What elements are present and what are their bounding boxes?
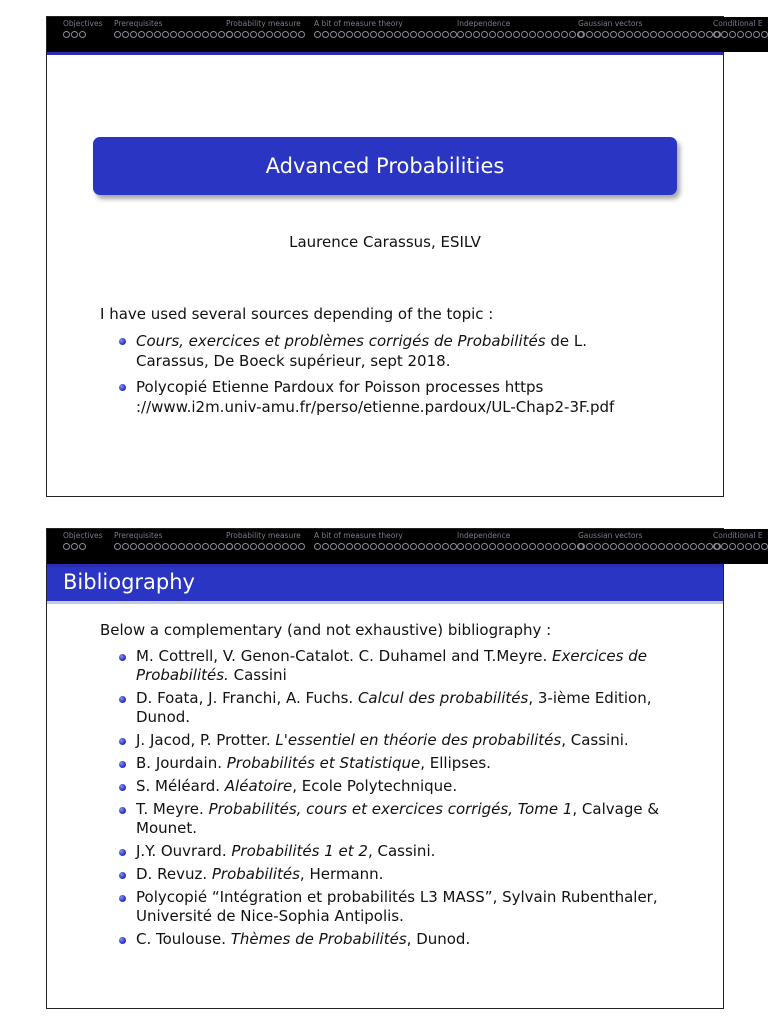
nav-frame-dots[interactable] [713,30,768,39]
author-line: Laurence Carassus, ESILV [289,233,481,251]
bullet-icon [119,937,126,944]
reference-authors: T. Meyre. [136,800,209,818]
frame-dot-icon[interactable] [186,31,193,38]
bullet-icon [119,696,126,703]
frame-dot-icon[interactable] [250,543,257,550]
frame-dot-icon[interactable] [434,31,441,38]
frame-dot-icon[interactable] [513,31,520,38]
frame-dot-icon[interactable] [553,31,560,38]
nav-section-label: Probability measure [226,19,301,28]
bullet-icon [119,849,126,856]
bullet-icon [119,807,126,814]
nav-section-label: Independence [457,531,511,540]
frame-dot-icon[interactable] [266,543,273,550]
reference-authors: Polycopié “Intégration et probabilités L3 MASS”, Sylvain Rubenthaler, Université de Nice-Sophia Antipolis. [136,888,658,925]
frame-dot-icon[interactable] [706,31,713,38]
frame-dot-icon[interactable] [497,31,504,38]
slide-bibliography [46,528,763,1009]
frame-dot-icon[interactable] [682,31,689,38]
sources-intro: I have used several sources depending of the topic : [100,305,494,323]
frame-dot-icon[interactable] [721,543,728,550]
frame-dot-icon[interactable] [322,543,329,550]
frame-dot-icon[interactable] [729,543,736,550]
bibliography-intro: Below a complementary (and not exhaustive) bibliography : [100,621,552,639]
frame-dot-icon[interactable] [330,31,337,38]
frame-dot-icon[interactable] [266,31,273,38]
frame-dot-icon[interactable] [674,543,681,550]
frame-dot-icon[interactable] [298,31,305,38]
reference-title: Probabilités 1 et 2 [231,842,368,860]
frame-dot-icon[interactable] [338,31,345,38]
frame-dot-icon[interactable] [626,543,633,550]
frame-dot-icon[interactable] [706,543,713,550]
reference-authors: J.Y. Ouvrard. [136,842,232,860]
reference-publisher: , Ellipses. [420,754,491,772]
frame-dot-icon[interactable] [210,543,217,550]
nav-frame-dots[interactable] [114,542,234,551]
frame-dot-icon[interactable] [138,543,145,550]
reference-publisher: , 3-ième Edition, Dunod. [136,689,652,726]
frame-dot-icon[interactable] [489,543,496,550]
list-item [116,865,678,884]
frame-dot-icon[interactable] [418,31,425,38]
frame-dot-icon[interactable] [505,31,512,38]
list-item [116,689,678,727]
frame-dot-icon[interactable] [457,543,464,550]
frame-dot-icon[interactable] [442,31,449,38]
bibliography-list [116,647,678,953]
frame-dot-icon[interactable] [218,31,225,38]
frame-dot-icon[interactable] [658,543,665,550]
bullet-icon [119,738,126,745]
list-item [116,800,678,838]
frame-dot-icon[interactable] [578,543,585,550]
frame-dot-icon[interactable] [674,31,681,38]
frame-dot-icon[interactable] [386,543,393,550]
list-item [116,842,678,861]
frame-dot-icon[interactable] [626,31,633,38]
reference-publisher: Cassini [228,666,287,684]
source-details: Polycopié Etienne Pardoux for Poisson processes https ://www.i2m.univ-amu.fr/perso/etienne.pardoux/UL-Chap2-3F.pdf [136,378,615,416]
frame-dot-icon[interactable] [545,31,552,38]
frame-dot-icon[interactable] [594,31,601,38]
frame-dot-icon[interactable] [473,543,480,550]
nav-section-label: Probability measure [226,531,301,540]
frame-dot-icon[interactable] [394,543,401,550]
frame-dot-icon[interactable] [162,543,169,550]
frame-dot-icon[interactable] [753,31,760,38]
frame-dot-icon[interactable] [450,543,457,550]
frame-dot-icon[interactable] [642,31,649,38]
frame-dot-icon[interactable] [418,543,425,550]
nav-section-label: Objectives [63,19,103,28]
frame-dot-icon[interactable] [194,543,201,550]
frame-dot-icon[interactable] [226,31,233,38]
frame-title-bar [47,567,723,601]
frame-dot-icon[interactable] [234,31,241,38]
frame-dot-icon[interactable] [553,543,560,550]
frame-dot-icon[interactable] [362,31,369,38]
frame-dot-icon[interactable] [666,31,673,38]
frame-dot-icon[interactable] [537,31,544,38]
frame-dot-icon[interactable] [170,543,177,550]
frame-dot-icon[interactable] [473,31,480,38]
nav-section-label: Conditional E [713,19,763,28]
frame-dot-icon[interactable] [178,31,185,38]
frame-dot-icon[interactable] [63,31,70,38]
frame-dot-icon[interactable] [586,543,593,550]
nav-frame-dots[interactable] [578,542,722,551]
frame-dot-icon[interactable] [737,31,744,38]
frame-dot-icon[interactable] [434,543,441,550]
nav-frame-dots[interactable] [314,542,458,551]
frame-dot-icon[interactable] [545,543,552,550]
nav-frame-dots[interactable] [63,542,87,551]
frame-dot-icon[interactable] [410,31,417,38]
nav-frame-dots[interactable] [314,30,458,39]
bullet-icon [119,761,126,768]
reference-title: Aléatoire [224,777,293,795]
presentation-title: Advanced Probabilities [265,154,505,178]
frame-dot-icon[interactable] [578,31,585,38]
reference-title: Probabilités et Statistique [226,754,421,772]
frame-dot-icon[interactable] [146,543,153,550]
nav-frame-dots[interactable] [226,30,306,39]
frame-dot-icon[interactable] [394,31,401,38]
frame-dot-icon[interactable] [71,543,78,550]
frame-dot-icon[interactable] [745,543,752,550]
reference-publisher: , Cassini. [367,842,436,860]
reference-title: Thèmes de Probabilités [230,930,407,948]
nav-frame-dots[interactable] [457,542,585,551]
frame-dot-icon[interactable] [489,31,496,38]
frame-dot-icon[interactable] [298,543,305,550]
frame-dot-icon[interactable] [481,31,488,38]
frame-dot-icon[interactable] [71,31,78,38]
frame-dot-icon[interactable] [258,31,265,38]
nav-section-label: A bit of measure theory [314,531,403,540]
reference-authors: C. Toulouse. [136,930,231,948]
nav-section-label: Gaussian vectors [578,531,643,540]
nav-frame-dots[interactable] [578,30,722,39]
frame-dot-icon[interactable] [569,31,576,38]
frame-dot-icon[interactable] [162,31,169,38]
frame-dot-icon[interactable] [354,543,361,550]
reference-publisher: , Cassini. [561,731,629,749]
frame-dot-icon[interactable] [537,543,544,550]
list-item [116,731,678,750]
reference-authors: D. Foata, J. Franchi, A. Fuchs. [136,689,358,707]
frame-dot-icon[interactable] [274,31,281,38]
frame-dot-icon[interactable] [729,31,736,38]
nav-section-label: Prerequisites [114,19,163,28]
frame-dot-icon[interactable] [529,543,536,550]
frame-dot-icon[interactable] [610,543,617,550]
frame-dot-icon[interactable] [586,31,593,38]
frame-dot-icon[interactable] [402,31,409,38]
reference-title: Calcul des probabilités [357,689,529,707]
frame-dot-icon[interactable] [282,31,289,38]
source-details: de L. Carassus, De Boeck supérieur, sept 2018. [136,332,587,370]
frame-dot-icon[interactable] [521,543,528,550]
frame-dot-icon[interactable] [618,31,625,38]
frame-dot-icon[interactable] [122,543,129,550]
frame-dot-icon[interactable] [362,543,369,550]
reference-title: Probabilités [211,865,300,883]
frame-dot-icon[interactable] [79,543,86,550]
reference-title: Exercices de Probabilités. [136,647,647,684]
frame-dot-icon[interactable] [274,543,281,550]
reference-authors: M. Cottrell, V. Genon-Catalot. C. Duhamel and T.Meyre. [136,647,552,665]
reference-publisher: , Hermann. [299,865,384,883]
frame-title: Bibliography [63,570,195,594]
frame-dot-icon[interactable] [226,543,233,550]
reference-publisher: , Calvage & Mounet. [136,800,660,837]
nav-section-label: A bit of measure theory [314,19,403,28]
reference-title: Probabilités, cours et exercices corrigés, Tome 1 [208,800,573,818]
frame-dot-icon[interactable] [234,543,241,550]
frame-dot-icon[interactable] [322,31,329,38]
frame-dot-icon[interactable] [602,31,609,38]
nav-section-label: Objectives [63,531,103,540]
frame-dot-icon[interactable] [594,543,601,550]
frame-dot-icon[interactable] [154,543,161,550]
frame-dot-icon[interactable] [569,543,576,550]
frame-dot-icon[interactable] [63,543,70,550]
frame-dot-icon[interactable] [642,543,649,550]
reference-authors: D. Revuz. [136,865,212,883]
frame-dot-icon[interactable] [426,31,433,38]
reference-authors: S. Méléard. [136,777,225,795]
nav-section-label: Gaussian vectors [578,19,643,28]
nav-frame-dots[interactable] [63,30,87,39]
frame-dot-icon[interactable] [698,31,705,38]
frame-dot-icon[interactable] [346,543,353,550]
nav-frame-dots[interactable] [457,30,585,39]
frame-dot-icon[interactable] [450,31,457,38]
frame-dot-icon[interactable] [698,543,705,550]
frame-dot-icon[interactable] [497,543,504,550]
section-navigation-bar [47,17,768,52]
frame-dot-icon[interactable] [346,31,353,38]
frame-dot-icon[interactable] [650,543,657,550]
bullet-icon [119,872,126,879]
frame-dot-icon[interactable] [210,31,217,38]
nav-section-label: Prerequisites [114,531,163,540]
frame-dot-icon[interactable] [402,543,409,550]
frame-dot-icon[interactable] [658,31,665,38]
section-navigation-bar [47,529,768,564]
frame-dot-icon[interactable] [634,543,641,550]
frame-dot-icon[interactable] [378,31,385,38]
frame-dot-icon[interactable] [521,31,528,38]
frame-dot-icon[interactable] [465,31,472,38]
frame-dot-icon[interactable] [721,31,728,38]
frame-dot-icon[interactable] [186,543,193,550]
frame-dot-icon[interactable] [761,543,768,550]
frame-dot-icon[interactable] [650,31,657,38]
frame-dot-icon[interactable] [442,543,449,550]
source-title: Cours, exercices et problèmes corrigés de Probabilités [136,332,546,350]
frame-dot-icon[interactable] [370,543,377,550]
nav-frame-dots[interactable] [226,542,306,551]
frame-dot-icon[interactable] [513,543,520,550]
list-item [116,331,656,371]
navigation-bar-rule [47,52,723,55]
frame-dot-icon[interactable] [202,31,209,38]
list-item [116,888,678,926]
frame-dot-icon[interactable] [561,31,568,38]
bullet-icon [119,784,126,791]
frame-dot-icon[interactable] [138,31,145,38]
frame-dot-icon[interactable] [529,31,536,38]
frame-dot-icon[interactable] [378,543,385,550]
frame-dot-icon[interactable] [745,31,752,38]
frame-dot-icon[interactable] [634,31,641,38]
frame-dot-icon[interactable] [386,31,393,38]
bullet-icon [119,384,126,391]
frame-dot-icon[interactable] [713,543,720,550]
frame-dot-icon[interactable] [561,543,568,550]
frame-dot-icon[interactable] [682,543,689,550]
reference-publisher: , Dunod. [406,930,471,948]
frame-dot-icon[interactable] [690,31,697,38]
frame-dot-icon[interactable] [79,31,86,38]
frame-dot-icon[interactable] [602,543,609,550]
frame-title-shadow [47,601,723,604]
bullet-icon [119,654,126,661]
frame-dot-icon[interactable] [338,543,345,550]
frame-dot-icon[interactable] [690,543,697,550]
frame-dot-icon[interactable] [290,543,297,550]
frame-dot-icon[interactable] [146,31,153,38]
frame-dot-icon[interactable] [130,543,137,550]
frame-dot-icon[interactable] [354,31,361,38]
list-item [116,777,678,796]
list-item [116,377,656,417]
frame-dot-icon[interactable] [610,31,617,38]
frame-dot-icon[interactable] [218,543,225,550]
list-item [116,754,678,773]
frame-dot-icon[interactable] [114,31,121,38]
frame-dot-icon[interactable] [122,31,129,38]
frame-dot-icon[interactable] [290,31,297,38]
frame-dot-icon[interactable] [618,543,625,550]
frame-dot-icon[interactable] [242,31,249,38]
frame-dot-icon[interactable] [457,31,464,38]
nav-frame-dots[interactable] [713,542,768,551]
frame-dot-icon[interactable] [465,543,472,550]
frame-dot-icon[interactable] [481,543,488,550]
frame-dot-icon[interactable] [282,543,289,550]
frame-dot-icon[interactable] [426,543,433,550]
frame-dot-icon[interactable] [330,543,337,550]
frame-dot-icon[interactable] [170,31,177,38]
nav-section-label: Conditional E [713,531,763,540]
reference-authors: B. Jourdain. [136,754,227,772]
frame-dot-icon[interactable] [178,543,185,550]
frame-dot-icon[interactable] [713,31,720,38]
frame-dot-icon[interactable] [314,31,321,38]
nav-section-label: Independence [457,19,511,28]
frame-dot-icon[interactable] [761,31,768,38]
frame-dot-icon[interactable] [410,543,417,550]
frame-dot-icon[interactable] [154,31,161,38]
frame-dot-icon[interactable] [194,31,201,38]
frame-dot-icon[interactable] [114,543,121,550]
frame-dot-icon[interactable] [737,543,744,550]
frame-dot-icon[interactable] [258,543,265,550]
frame-dot-icon[interactable] [202,543,209,550]
nav-frame-dots[interactable] [114,30,234,39]
list-item [116,647,678,685]
frame-dot-icon[interactable] [370,31,377,38]
frame-dot-icon[interactable] [250,31,257,38]
slide-title-page [46,16,763,497]
title-box [93,137,677,195]
frame-dot-icon[interactable] [753,543,760,550]
reference-publisher: , Ecole Polytechnique. [292,777,458,795]
bullet-icon [119,895,126,902]
reference-authors: J. Jacod, P. Protter. [136,731,276,749]
sources-list [116,331,656,423]
frame-dot-icon[interactable] [666,543,673,550]
frame-dot-icon[interactable] [314,543,321,550]
reference-title: L'essentiel en théorie des probabilités [275,731,562,749]
frame-dot-icon[interactable] [130,31,137,38]
list-item [116,930,678,949]
frame-dot-icon[interactable] [242,543,249,550]
frame-dot-icon[interactable] [505,543,512,550]
bullet-icon [119,338,126,345]
